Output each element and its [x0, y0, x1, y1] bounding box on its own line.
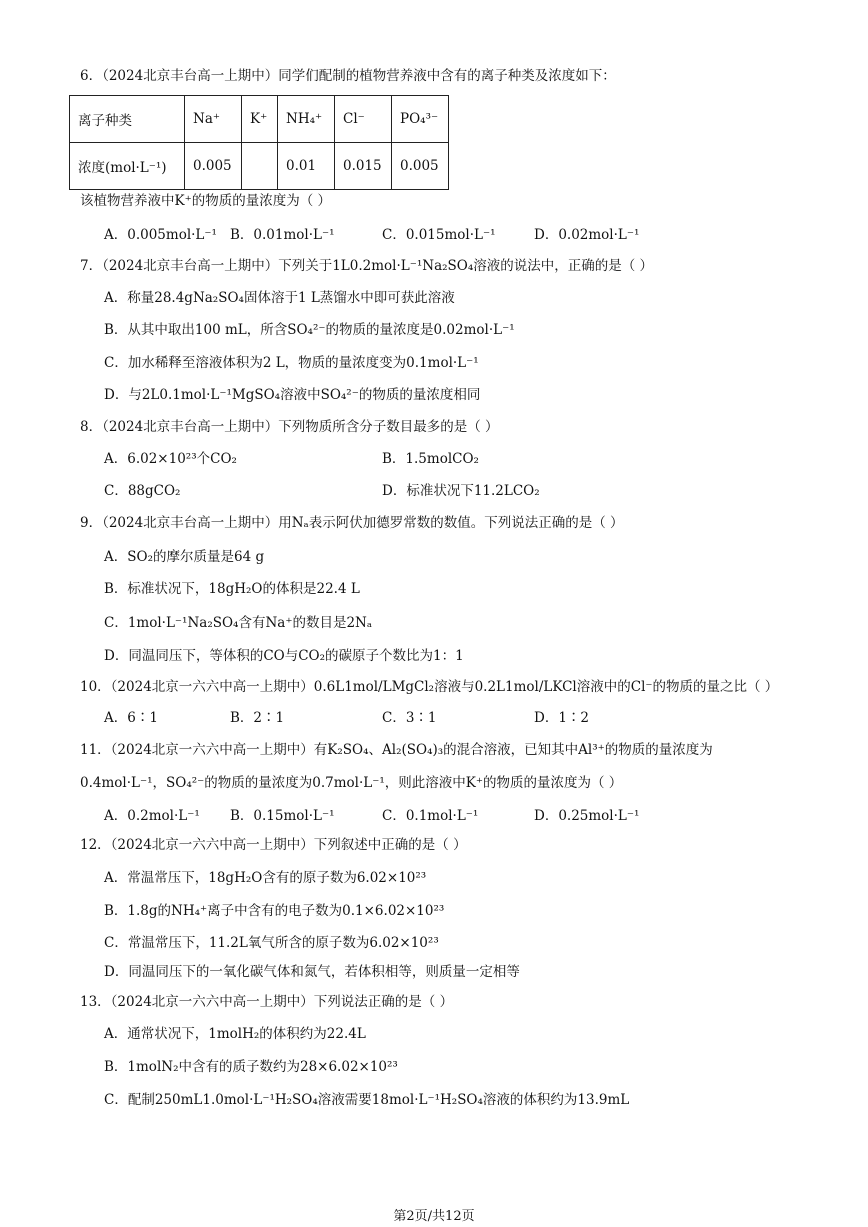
question-7-stem: 7．（2024北京丰台高一上期中）下列关于1L0.2mol·L⁻¹Na₂SO₄溶液的说法中，正确的是（ ）: [80, 258, 654, 274]
table-cell: 0.015: [335, 143, 392, 190]
option-c: C．配制250mL1.0mol·L⁻¹H₂SO₄溶液需要18mol·L⁻¹H₂SO₄溶液的体积约为13.9mL: [104, 1092, 630, 1108]
option-b: B．2∶1: [230, 710, 285, 726]
question-13-stem: 13．（2024北京一六六中高一上期中）下列说法正确的是（ ）: [80, 994, 454, 1010]
table-cell: Na⁺: [185, 96, 242, 143]
table-cell: K⁺: [242, 96, 278, 143]
option-a: A．称量28.4gNa₂SO₄固体溶于1 L蒸馏水中即可获此溶液: [104, 290, 455, 306]
question-11-stem-continued: 0.4mol·L⁻¹，SO₄²⁻的物质的量浓度为0.7mol·L⁻¹，则此溶液中K⁺的物质的量浓度为（ ）: [80, 775, 623, 791]
question-8-stem: 8．（2024北京丰台高一上期中）下列物质所含分子数目最多的是（ ）: [80, 419, 499, 435]
option-b: B．1.8g的NH₄⁺离子中含有的电子数为0.1×6.02×10²³: [104, 903, 445, 919]
question-10-stem: 10．（2024北京一六六中高一上期中）0.6L1mol/LMgCl₂溶液与0.2L1mol/LKCl溶液中的Cl⁻的物质的量之比（ ）: [80, 679, 779, 695]
question-6-question: 该植物营养液中K⁺的物质的量浓度为（ ）: [80, 193, 332, 209]
table-cell: 0.005: [185, 143, 242, 190]
table-cell: NH₄⁺: [278, 96, 335, 143]
option-a: A．6∶1: [104, 710, 158, 726]
option-a: A．SO₂的摩尔质量是64 g: [104, 549, 265, 565]
table-cell: 0.01: [278, 143, 335, 190]
table-row: [70, 143, 449, 190]
table-cell: Cl⁻: [335, 96, 392, 143]
option-b: B．0.01mol·L⁻¹: [230, 227, 335, 243]
option-b: B．1.5molCO₂: [382, 451, 479, 467]
table-cell: 浓度(mol·L⁻¹): [70, 143, 185, 190]
option-c: C．加水稀释至溶液体积为2 L，物质的量浓度变为0.1mol·L⁻¹: [104, 355, 479, 371]
option-b: B．从其中取出100 mL，所含SO₄²⁻的物质的量浓度是0.02mol·L⁻¹: [104, 322, 515, 338]
option-d: D．同温同压下的一氧化碳气体和氮气，若体积相等，则质量一定相等: [104, 964, 520, 980]
table-cell: PO₄³⁻: [392, 96, 449, 143]
option-d: D．0.25mol·L⁻¹: [534, 808, 640, 824]
option-a: A．6.02×10²³个CO₂: [104, 451, 237, 467]
option-b: B．1molN₂中含有的质子数约为28×6.02×10²³: [104, 1059, 398, 1075]
question-11-stem: 11．（2024北京一六六中高一上期中）有K₂SO₄、Al₂(SO₄)₃的混合溶液，已知其中Al³⁺的物质的量浓度为: [80, 742, 713, 758]
option-a: A．0.005mol·L⁻¹: [104, 227, 217, 243]
option-a: A．通常状况下，1molH₂的体积约为22.4L: [104, 1026, 366, 1042]
table-cell: 离子种类: [70, 96, 185, 143]
option-c: C．常温常压下，11.2L氧气所含的原子数为6.02×10²³: [104, 935, 439, 951]
option-d: D．标准状况下11.2LCO₂: [382, 483, 540, 499]
option-b: B．0.15mol·L⁻¹: [230, 808, 335, 824]
question-6-stem: 6．（2024北京丰台高一上期中）同学们配制的植物营养液中含有的离子种类及浓度如下：: [80, 68, 616, 84]
option-c: C．88gCO₂: [104, 483, 181, 499]
option-c: C．1mol·L⁻¹Na₂SO₄含有Na⁺的数目是2Nₐ: [104, 615, 373, 631]
table-cell: [242, 143, 278, 190]
option-b: B．标准状况下，18gH₂O的体积是22.4 L: [104, 581, 360, 597]
question-9-stem: 9．（2024北京丰台高一上期中）用Nₐ表示阿伏加德罗常数的数值。下列说法正确的是（ ）: [80, 515, 624, 531]
option-d: D．0.02mol·L⁻¹: [534, 227, 640, 243]
option-c: C．0.015mol·L⁻¹: [382, 227, 496, 243]
option-c: C．3∶1: [382, 710, 437, 726]
page-number: 第2页/共12页: [393, 1209, 475, 1224]
table-header-row: [70, 96, 449, 143]
option-a: A．0.2mol·L⁻¹: [104, 808, 200, 824]
option-d: D．1∶2: [534, 710, 590, 726]
option-d: D．同温同压下，等体积的CO与CO₂的碳原子个数比为1：1: [104, 648, 464, 664]
question-12-stem: 12．（2024北京一六六中高一上期中）下列叙述中正确的是（ ）: [80, 837, 467, 853]
ion-concentration-table: [69, 95, 449, 190]
option-a: A．常温常压下，18gH₂O含有的原子数为6.02×10²³: [104, 870, 427, 886]
option-d: D．与2L0.1mol·L⁻¹MgSO₄溶液中SO₄²⁻的物质的量浓度相同: [104, 387, 481, 403]
table-cell: 0.005: [392, 143, 449, 190]
option-c: C．0.1mol·L⁻¹: [382, 808, 479, 824]
